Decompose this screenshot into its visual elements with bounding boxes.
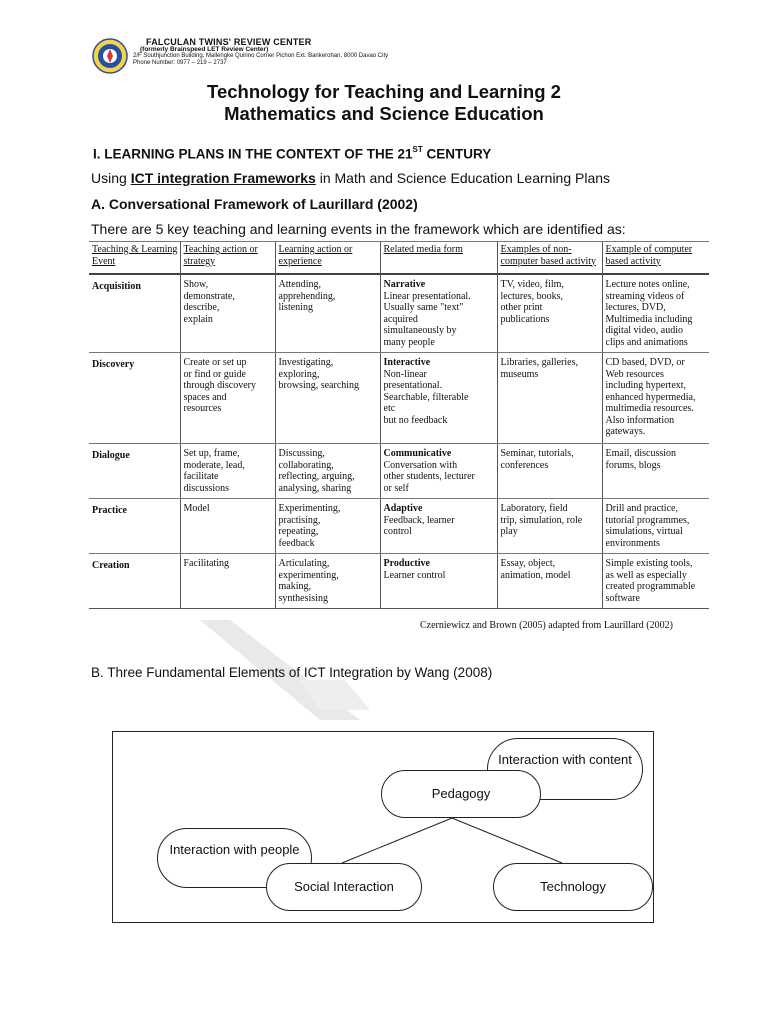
teaching-cell: Facilitating [180,554,275,609]
event-cell: Acquisition [89,274,180,353]
table-header-cell: Learning action or experience [275,242,380,275]
media-cell [380,274,497,353]
section-heading-superscript: ST [412,145,423,154]
media-form-name: Productive [383,558,430,569]
document-subtitle: Mathematics and Science Education [224,103,544,124]
node-technology [493,863,653,911]
review-center-former-name: (formerly Brainspeed LET Review Center) [140,46,269,53]
review-center-logo [92,38,128,74]
node-social-interaction [266,863,422,911]
table-header-cell: Teaching action or strategy [180,242,275,275]
section-heading-tail: CENTURY [422,146,492,162]
frameworks-intro-line [91,170,610,186]
media-cell [380,554,497,609]
teaching-cell: Set up, frame, moderate, lead, facilitate discussions [180,444,275,499]
media-form-desc: Conversation with other students, lecturer or self [383,459,475,494]
section-b-heading: B. Three Fundamental Elements of ICT Integration by Wang (2008) [91,665,493,680]
noncomputer-cell: Essay, object, animation, model [497,554,602,609]
document-title: Technology for Teaching and Learning 2 [207,81,561,102]
laurillard-framework-table [89,241,709,609]
event-cell: Practice [89,499,180,554]
table-header-cell: Example of computer based activity [602,242,709,275]
media-form-name: Narrative [383,279,426,290]
computer-cell: Simple existing tools, as well as especially created programmable software [602,554,709,609]
table-row [89,353,709,444]
media-cell [380,353,497,444]
learning-cell: Attending, apprehending, listening [275,274,380,353]
table-header-row [89,242,709,275]
node-label: Technology [540,879,606,894]
table-row [89,444,709,499]
media-form-name: Adaptive [383,503,423,514]
computer-cell: Lecture notes online, streaming videos of lectures, DVD, Multimedia including digital video, audio clips and animations [602,274,709,353]
media-cell [380,499,497,554]
review-center-phone: Phone Number: 0977 – 219 – 2737 [133,60,227,66]
intro-suffix: in Math and Science Education Learning Plans [315,170,611,186]
section-heading-learning-plans [93,146,491,162]
media-form-desc: Feedback, learner control [383,514,455,537]
intro-prefix: Using [91,170,131,186]
noncomputer-cell: TV, video, film, lectures, books, other print publications [497,274,602,353]
teaching-cell: Show, demonstrate, describe, explain [180,274,275,353]
learning-cell: Investigating, exploring, browsing, searching [275,353,380,444]
review-center-name: FALCULAN TWINS' REVIEW CENTER [146,37,312,47]
table-row [89,274,709,353]
teaching-cell: Model [180,499,275,554]
computer-cell: Drill and practice, tutorial programmes, simulations, virtual environments [602,499,709,554]
node-label: Interaction with people [169,842,300,857]
media-cell [380,444,497,499]
table-row [89,554,709,609]
event-cell: Discovery [89,353,180,444]
section-a-heading: A. Conversational Framework of Laurillard (2002) [91,196,418,212]
media-form-desc: Learner control [383,569,446,581]
event-cell: Dialogue [89,444,180,499]
event-cell: Creation [89,554,180,609]
node-label: Social Interaction [294,879,394,894]
section-a-intro: There are 5 key teaching and learning events in the framework which are identified as: [91,221,626,237]
noncomputer-cell: Seminar, tutorials, conferences [497,444,602,499]
table-header-cell: Examples of non-computer based activity [497,242,602,275]
review-center-address: 2/F Southjunction Building, Mallengke Quirino Corner Pichon Ext. Bankerohan, 8000 Davao City [133,53,389,59]
noncomputer-cell: Libraries, galleries, museums [497,353,602,444]
table-header-cell: Related media form [380,242,497,275]
table-row [89,499,709,554]
teaching-cell: Create or set up or find or guide through discovery spaces and resources [180,353,275,444]
media-form-name: Communicative [383,448,452,459]
noncomputer-cell: Laboratory, field trip, simulation, role play [497,499,602,554]
media-form-name: Interactive [383,357,431,368]
ict-frameworks-emphasis: ICT integration Frameworks [130,170,316,186]
table-header-cell: Teaching & Learning Event [89,242,180,275]
learning-cell: Experimenting, practising, repeating, feedback [275,499,380,554]
section-heading-main: I. LEARNING PLANS IN THE CONTEXT OF THE 21 [93,146,413,162]
node-label: Interaction with content [498,752,632,767]
learning-cell: Discussing, collaborating, reflecting, arguing, analysing, sharing [275,444,380,499]
table-citation: Czerniewicz and Brown (2005) adapted from Laurillard (2002) [420,620,673,631]
node-label: Pedagogy [431,786,491,801]
learning-cell: Articulating, experimenting, making, synthesising [275,554,380,609]
node-pedagogy [381,770,541,818]
media-form-desc: Non-linear presentational. Searchable, filterable etc but no feedback [383,368,469,426]
media-form-desc: Linear presentational. Usually same "text" acquired simultaneously by many people [383,290,471,348]
computer-cell: Email, discussion forums, blogs [602,444,709,499]
computer-cell: CD based, DVD, or Web resources including hypertext, enhanced hypermedia, multimedia resources. Also information gateways. [602,353,709,444]
